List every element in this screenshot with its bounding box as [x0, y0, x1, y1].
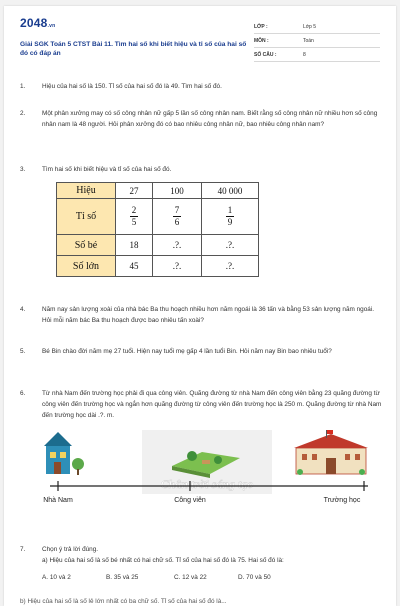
- meta-row-count: [254, 48, 380, 62]
- question-number: 7.: [20, 546, 26, 553]
- meta-row-subject: [254, 34, 380, 48]
- meta-value: Lớp 5: [303, 24, 317, 30]
- table-cell: 27: [116, 183, 153, 199]
- question-text: Một phân xưởng may có số công nhân nữ gấp 5 lần số công nhân nam. Biết rằng số công nhân nữ nhiều hơn số công nhân nam là 48 người. Hỏi phân xưởng đó có bao nhiêu công nhân nữ, bao nhiêu công nhân nam?: [42, 110, 378, 128]
- question-1: [20, 81, 382, 92]
- fraction: [173, 205, 182, 228]
- question-number: 3.: [20, 166, 26, 173]
- school-label: Trường học: [323, 497, 361, 504]
- question-text: Năm nay sản lượng xoài của nhà bác Ba thu hoạch nhiều hơn năm ngoái là 36 tấn và bằng 53 sản lượng năm ngoái. Hỏi mỗi năm bác Ba thu hoạch được bao nhiêu tấn xoài?: [42, 306, 375, 324]
- fraction: [130, 205, 139, 228]
- question-5: [20, 346, 382, 357]
- question-6: [20, 388, 382, 421]
- fraction-numerator: 7: [174, 205, 180, 215]
- question-7: [20, 544, 382, 566]
- question-subpart: a) Hiệu của hai số là số bé nhất có hai chữ số. Tỉ số của hai số đó là 75. Hai số đó là:: [42, 557, 284, 564]
- meta-key: MÔN :: [254, 38, 269, 44]
- question-2: [20, 108, 382, 130]
- question-number: 5.: [20, 348, 26, 355]
- home-label: Nhà Nam: [43, 497, 73, 504]
- table-cell: .?.: [153, 256, 202, 277]
- fraction-denominator: 9: [227, 217, 233, 227]
- meta-key: SỐ CÂU :: [254, 52, 277, 58]
- park-label: Công viên: [174, 497, 206, 504]
- question-text: Chọn ý trả lời đúng.: [42, 546, 99, 553]
- table-cell: .?.: [202, 235, 259, 256]
- document-title: Giải SGK Toán 5 CTST Bài 11. Tìm hai số khi biết hiệu và tỉ số của hai số đó có đáp án: [20, 41, 247, 57]
- watermark-text: Chân trời sáng tạo: [160, 477, 254, 491]
- row-header-tiso: Tỉ số: [57, 199, 116, 235]
- table-cell: [153, 199, 202, 235]
- house-icon: [44, 432, 84, 475]
- table-cell: [202, 199, 259, 235]
- fraction-numerator: 1: [227, 205, 233, 215]
- logo-text: 2048: [20, 16, 48, 30]
- document-header: [20, 16, 380, 64]
- question-text: Hiệu của hai số là 150. Tỉ số của hai số đó là 49. Tìm hai số đó.: [42, 83, 222, 90]
- question-number: 4.: [20, 306, 26, 313]
- question-4: [20, 304, 382, 326]
- row-header-sobe: Số bé: [57, 235, 116, 256]
- question-text: Tìm hai số khi biết hiệu và tỉ số của hai số đó.: [42, 166, 172, 173]
- site-logo[interactable]: [20, 16, 55, 30]
- meta-value: 8: [303, 52, 306, 58]
- route-illustration: [42, 426, 375, 512]
- option-a[interactable]: A. 10 và 2: [42, 574, 71, 581]
- question-number: 1.: [20, 83, 26, 90]
- row-header-hieu: Hiệu: [57, 183, 116, 199]
- meta-key: LỚP :: [254, 24, 268, 30]
- question-3: [20, 164, 382, 175]
- meta-value: Toán: [303, 38, 314, 44]
- table-row: [57, 256, 259, 277]
- route-illustration-svg: [42, 426, 375, 512]
- fraction-numerator: 2: [131, 205, 137, 215]
- table-cell: .?.: [153, 235, 202, 256]
- fraction-denominator: 5: [131, 217, 137, 227]
- table-cell: 40 000: [202, 183, 259, 199]
- fraction-denominator: 6: [174, 217, 180, 227]
- cut-off-text: b) Hiệu của hai số là số lẻ lớn nhất có ba chữ số. Tỉ số của hai số đó là...: [20, 598, 227, 605]
- question-number: 6.: [20, 390, 26, 397]
- question-number: 2.: [20, 110, 26, 117]
- table-cell: [116, 199, 153, 235]
- question-text: Bé Bin chào đời năm mẹ 27 tuổi. Hiện nay tuổi mẹ gấp 4 lần tuổi Bin. Hỏi năm nay Bin bao nhiêu tuổi?: [42, 348, 332, 355]
- row-header-solon: Số lớn: [57, 256, 116, 277]
- table-cell: 100: [153, 183, 202, 199]
- meta-row-class: [254, 20, 380, 34]
- logo-suffix: .vn: [47, 23, 56, 29]
- option-d[interactable]: D. 70 và 50: [238, 574, 271, 581]
- ratio-table: [56, 182, 259, 277]
- table-cell: .?.: [202, 256, 259, 277]
- table-row: [57, 183, 259, 199]
- table-cell: 18: [116, 235, 153, 256]
- table-row: [57, 235, 259, 256]
- option-c[interactable]: C. 12 và 22: [174, 574, 207, 581]
- document-page: [4, 6, 396, 606]
- fraction: [226, 205, 235, 228]
- question-text: Từ nhà Nam đến trường học phải đi qua công viên. Quãng đường từ nhà Nam đến công viên bằng 23 quãng đường từ công viên đến trường học và ngắn hơn quãng đường từ công viên đến trường học là 250 m. Quãng đường từ nhà Nam đến trường học dài .?. m.: [42, 390, 382, 419]
- meta-box: [254, 20, 380, 62]
- table-cell: 45: [116, 256, 153, 277]
- table-row: [57, 199, 259, 235]
- school-icon: [294, 430, 368, 475]
- option-b[interactable]: B. 35 và 25: [106, 574, 139, 581]
